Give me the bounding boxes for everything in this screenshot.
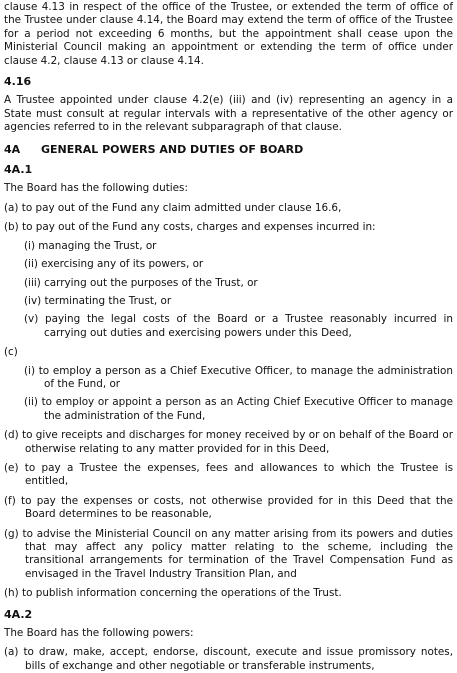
clause-4a1-heading: 4A.1 [4, 163, 33, 177]
clause-4a2-lead: The Board has the following powers: [4, 627, 194, 640]
clause-4a2-heading: 4A.2 [4, 607, 33, 621]
intro-paragraph: clause 4.13 in respect of the office of the Trustee, or extended the term of office of the Trustee under clause 4.14, the Board may extend the term of office of the Trustee for a period not exceeding 6 months, but the appointment shall cease upon the Ministerial Council making an appointment or extending the term of office under clause 4.2, clause 4.13 or clause 4.14. [4, 1, 453, 67]
duty-f: (f) to pay the expenses or costs, not otherwise provided for in this Deed that the Board determines to be reasonable, [4, 494, 453, 521]
duty-b-iv: (iv) terminating the Trust, or [24, 294, 172, 307]
clause-4-16-heading: 4.16 [4, 75, 32, 89]
clause-4a1-lead: The Board has the following duties: [4, 182, 188, 195]
duty-e: (e) to pay a Trustee the expenses, fees and allowances to which the Trustee is entitled, [4, 461, 453, 488]
duty-b-v: (v) paying the legal costs of the Board or a Trustee reasonably incurred in carrying out duties and exercising powers under this Deed, [24, 313, 453, 339]
duty-b-iii: (iii) carrying out the purposes of the Trust, or [24, 276, 258, 289]
section-4a-heading [4, 143, 453, 156]
duty-b-i: (i) managing the Trust, or [24, 239, 157, 252]
duty-c: (c) [4, 346, 18, 359]
duty-b-ii: (ii) exercising any of its powers, or [24, 258, 204, 271]
power-a: (a) to draw, make, accept, endorse, discount, execute and issue promissory notes, bills of exchange and other negotiable or transferable instruments, [4, 646, 453, 672]
duty-h: (h) to publish information concerning the operations of the Trust. [4, 587, 342, 600]
section-4a-title: GENERAL POWERS AND DUTIES OF BOARD [41, 142, 304, 156]
duty-b: (b) to pay out of the Fund any costs, charges and expenses incurred in: [4, 221, 376, 234]
clause-4-16-text: A Trustee appointed under clause 4.2(e) (iii) and (iv) representing an agency in a State must consult at regular intervals with a representative of the other agency or agencies referred to in the relevant subparagraph of that clause. [4, 94, 453, 134]
duty-g: (g) to advise the Ministerial Council on any matter arising from its powers and duties that may affect any policy matter relating to the scheme, including the transitional arrangements for termination of the Travel Compensation Fund as envisaged in the Travel Industry Transition Plan, and [4, 527, 453, 580]
duty-d: (d) to give receipts and discharges for money received by or on behalf of the Board or otherwise relating to any matter provided for in this Deed, [4, 429, 453, 455]
duty-c-ii: (ii) to employ or appoint a person as an Acting Chief Executive Officer to manage the administration of the Fund, [24, 396, 453, 422]
section-4a-number: 4A [4, 142, 21, 156]
duty-c-i: (i) to employ a person as a Chief Executive Officer, to manage the administration of the Fund, or [24, 364, 453, 390]
duty-a: (a) to pay out of the Fund any claim admitted under clause 16.6, [4, 201, 342, 214]
